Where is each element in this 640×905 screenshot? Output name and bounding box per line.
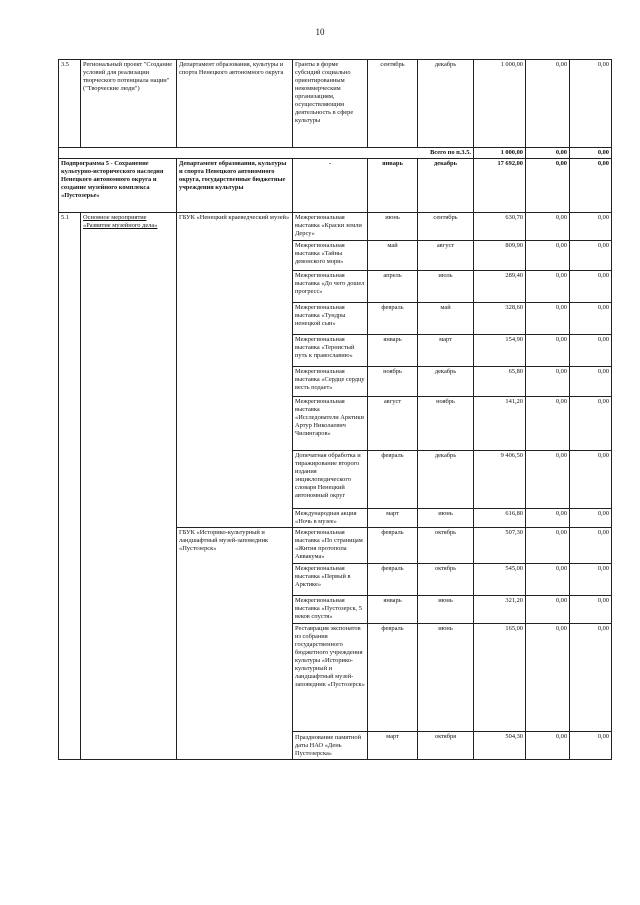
measure: Межрегиональная выставка «До чего дошел прогресс» <box>293 271 368 303</box>
amount-2: 0,00 <box>526 451 570 509</box>
start-month: февраль <box>368 564 418 596</box>
amount: 1 000,00 <box>474 60 526 148</box>
subprogram-row <box>59 159 612 213</box>
total-amount-3: 0,00 <box>570 148 612 159</box>
amount-2: 0,00 <box>526 596 570 624</box>
amount: 504,30 <box>474 732 526 760</box>
measure: Гранты в форме субсидий социально ориентированным некоммерческим организациям, осуществляющим деятельность в сфере культуры <box>293 60 368 148</box>
event-name: Региональный проект "Создание условий для реализации творческого потенциала нации" ("Творческие люди") <box>81 60 177 148</box>
start-month: апрель <box>368 271 418 303</box>
start-month: сентябрь <box>368 60 418 148</box>
total-amount: 1 000,00 <box>474 148 526 159</box>
row-number: 5.1 <box>59 213 81 760</box>
amount-3: 0,00 <box>570 564 612 596</box>
amount-3: 0,00 <box>570 303 612 335</box>
amount-3: 0,00 <box>570 335 612 367</box>
measure: Межрегиональная выставка «Краски земли Дерсу» <box>293 213 368 241</box>
amount: 507,30 <box>474 528 526 564</box>
measure: Реставрация экспонатов из собрания государственного бюджетного учреждения культуры «Историко-культурный и ландшафтный музей-заповедник «Пустозерск» <box>293 624 368 732</box>
amount-2: 0,00 <box>526 564 570 596</box>
end-month: октябрь <box>418 564 474 596</box>
executor: ГБУК «Ненецкий краеведческий музей» <box>177 213 293 528</box>
amount-2: 0,00 <box>526 367 570 397</box>
end-month: март <box>418 335 474 367</box>
end-month: август <box>418 241 474 271</box>
amount-3: 0,00 <box>570 732 612 760</box>
amount-3: 0,00 <box>570 271 612 303</box>
row-number: 3.5 <box>59 60 81 148</box>
amount-2: 0,00 <box>526 624 570 732</box>
end-month: октября <box>418 732 474 760</box>
measure: Межрегиональная выставка «Пустозерск, 5 веков спустя» <box>293 596 368 624</box>
amount: 17 692,00 <box>474 159 526 213</box>
total-amount-2: 0,00 <box>526 148 570 159</box>
start-month: февраль <box>368 624 418 732</box>
end-month: май <box>418 303 474 335</box>
amount: 545,00 <box>474 564 526 596</box>
amount: 809,90 <box>474 241 526 271</box>
end-month: сентябрь <box>418 213 474 241</box>
amount: 321,20 <box>474 596 526 624</box>
amount: 616,80 <box>474 509 526 528</box>
amount: 630,70 <box>474 213 526 241</box>
amount-3: 0,00 <box>570 528 612 564</box>
end-month: ноябрь <box>418 397 474 451</box>
amount-3: 0,00 <box>570 624 612 732</box>
amount: 9 406,50 <box>474 451 526 509</box>
amount-3: 0,00 <box>570 213 612 241</box>
amount-3: 0,00 <box>570 509 612 528</box>
amount-3: 0,00 <box>570 596 612 624</box>
amount-2: 0,00 <box>526 528 570 564</box>
measure: Международная акция «Ночь в музее» <box>293 509 368 528</box>
measure: Межрегиональная выставка «Тернистый путь к православию» <box>293 335 368 367</box>
amount-2: 0,00 <box>526 213 570 241</box>
amount-3: 0,00 <box>570 397 612 451</box>
event-name: Основное мероприятие «Развитие музейного дела» <box>81 213 177 760</box>
amount-2: 0,00 <box>526 335 570 367</box>
amount: 165,00 <box>474 624 526 732</box>
measure: Межрегиональная выставка «Тундры ненецкой сын» <box>293 303 368 335</box>
amount-2: 0,00 <box>526 159 570 213</box>
amount: 154,90 <box>474 335 526 367</box>
amount: 141,20 <box>474 397 526 451</box>
amount: 328,60 <box>474 303 526 335</box>
end-month: декабрь <box>418 451 474 509</box>
program-table <box>58 59 612 760</box>
amount-3: 0,00 <box>570 60 612 148</box>
executor: Департамент образования, культуры и спорта Ненецкого автономного округа <box>177 60 293 148</box>
amount: 289,40 <box>474 271 526 303</box>
start-month: май <box>368 241 418 271</box>
amount-2: 0,00 <box>526 732 570 760</box>
start-month: февраль <box>368 528 418 564</box>
end-month: июнь <box>418 509 474 528</box>
measure: - <box>293 159 368 213</box>
subprogram-title: Подпрограмма 5 - Сохранение культурно-исторического наследия Ненецкого автономного округа и создание музейного комплекса «Пустозерье» <box>59 159 177 213</box>
measure: Межрегиональная выставка «Сердце сердцу весть подает» <box>293 367 368 397</box>
end-month: июль <box>418 271 474 303</box>
total-label: Всего по п.3.5. <box>59 148 474 159</box>
table-row <box>59 213 612 241</box>
amount-2: 0,00 <box>526 303 570 335</box>
amount-2: 0,00 <box>526 60 570 148</box>
amount: 65,80 <box>474 367 526 397</box>
amount-3: 0,00 <box>570 451 612 509</box>
amount-2: 0,00 <box>526 271 570 303</box>
start-month: январь <box>368 596 418 624</box>
measure: Межрегиональная выставка «Первый в Арктике» <box>293 564 368 596</box>
table-row <box>59 60 612 148</box>
amount-3: 0,00 <box>570 367 612 397</box>
executor: ГБУК «Историко-культурный и ландшафтный музей-заповедник «Пустозерск» <box>177 528 293 760</box>
executor: Департамент образования, культуры и спорта Ненецкого автономного округа, государственные бюджетные учреждения культуры <box>177 159 293 213</box>
amount-3: 0,00 <box>570 241 612 271</box>
measure: Допечатная обработка и тиражирование второго издания энциклопедического словаря Ненецкий автономный округ <box>293 451 368 509</box>
amount-2: 0,00 <box>526 509 570 528</box>
end-month: июнь <box>418 624 474 732</box>
end-month: октябрь <box>418 528 474 564</box>
start-month: март <box>368 732 418 760</box>
start-month: январь <box>368 159 418 213</box>
start-month: июнь <box>368 213 418 241</box>
amount-3: 0,00 <box>570 159 612 213</box>
start-month: март <box>368 509 418 528</box>
measure: Межрегиональная выставка «Исследователи Арктики Артур Николаевич Чилингаров» <box>293 397 368 451</box>
end-month: июнь <box>418 596 474 624</box>
measure: Межрегиональная выставка «Тайны девонского моря» <box>293 241 368 271</box>
end-month: декабрь <box>418 60 474 148</box>
start-month: февраль <box>368 303 418 335</box>
measure: Межрегиональная выставка «По страницам «Жития протопопа Аввакума» <box>293 528 368 564</box>
start-month: февраль <box>368 451 418 509</box>
end-month: декабрь <box>418 159 474 213</box>
amount-2: 0,00 <box>526 397 570 451</box>
amount-2: 0,00 <box>526 241 570 271</box>
total-row <box>59 148 612 159</box>
end-month: декабрь <box>418 367 474 397</box>
start-month: август <box>368 397 418 451</box>
page-number: 10 <box>315 27 325 37</box>
start-month: ноябрь <box>368 367 418 397</box>
measure: Празднование памятной даты НАО «День Пустозерска» <box>293 732 368 760</box>
start-month: январь <box>368 335 418 367</box>
